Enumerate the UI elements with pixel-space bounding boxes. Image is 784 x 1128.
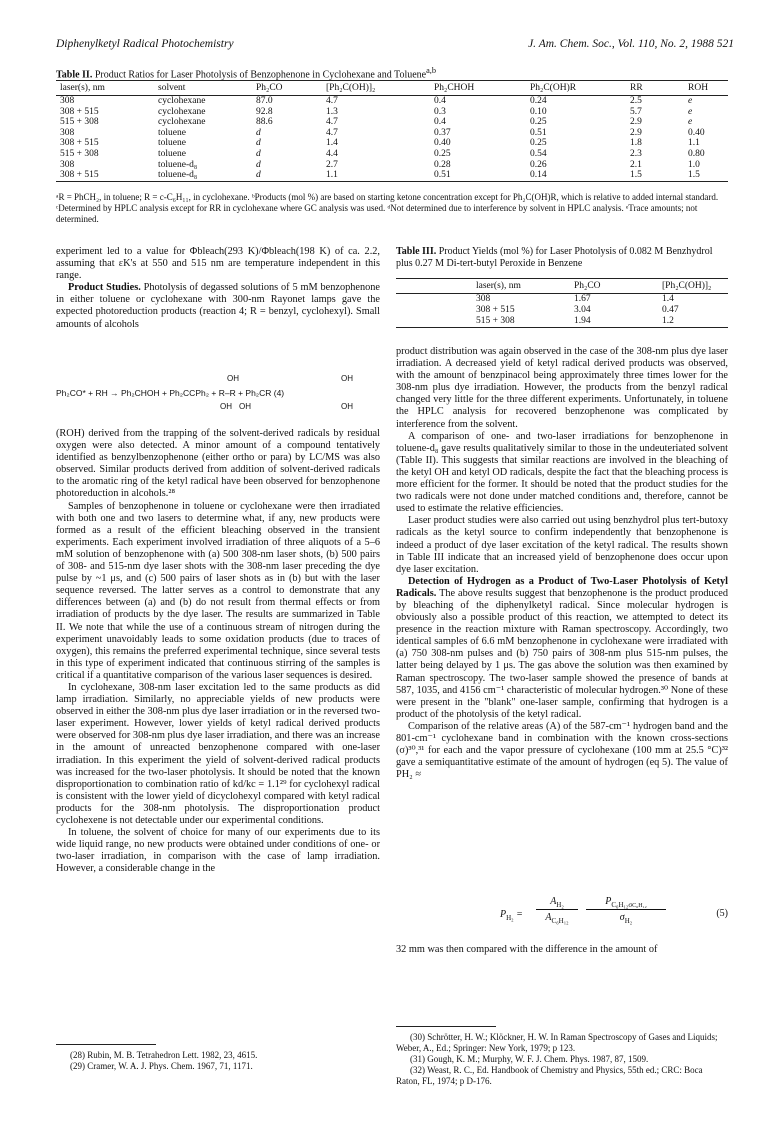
table-cell: 0.28 [434, 159, 451, 170]
table3-header: [Ph₂C(OH)]₂ [658, 279, 728, 294]
table2-header-row [56, 81, 728, 96]
table-cell: 308 + 515 [60, 106, 99, 117]
table-cell: 4.7 [326, 127, 338, 138]
table-row [56, 117, 728, 128]
table-cell: 2.9 [630, 127, 642, 138]
paragraph [396, 576, 728, 721]
table2-header: solvent [154, 81, 252, 96]
table-row [56, 160, 728, 171]
table-row [56, 138, 728, 149]
table-cell: 0.40 [688, 127, 705, 138]
eq4-oh-label: OH [220, 402, 232, 411]
footnote-rule [396, 1026, 496, 1027]
paragraph: product distribution was again observed in the case of the 308-nm plus dye laser irradiation. A decreased yield of ketyl radical derived products was observed, with the amount of benzpinacol being approximately three times lower for the 308-nm plus dye irradiation. However, the products from the benzyl radical changed very little for the three different experiments. Unfortunately, in toluene the HPLC analysis for recovered benzophenone was complicated by interference from the solvent. [396, 346, 728, 430]
eq5-num2-symbol: P [605, 896, 612, 907]
table-cell: 2.3 [630, 148, 642, 159]
paragraph [56, 282, 380, 330]
table-row [396, 305, 728, 316]
table-cell: 1.5 [684, 170, 728, 181]
eq5-den-sub: C₆H₁₂ [551, 917, 569, 925]
eq5-num2-sub: C₆H₁₂σ [611, 901, 633, 909]
running-header-journal: J. Am. Chem. Soc., Vol. 110, No. 2, 1988 521 [528, 38, 734, 50]
eq5-num2-sub2: C₆H₁₂ [632, 903, 647, 909]
paragraph: In cyclohexane, 308-nm laser excitation led to the same products as did lamp irradiation. Similarly, no appreciable yields of new products were observed in either the 308-nm plus dye laser irradiation or in the reversed two-laser experiment. However, lower yields of ketyl radical derived products were observed for 308-nm plus dye laser irradiation, and there was an increase in the amount of unreacted benzophenone compared with one-laser irradiation. In this experiment the yield of solvent-derived radical products was increased for the two-laser photolysis. It should be noted that the known disproportionation to combination ratio of kd/kc = 1.1²⁹ for cyclohexyl radical is consistent with the lower yield of dicyclohexyl compared with ketyl radical products for the 308-nm photolysis. The disproportionation product cyclohexene is not detectable under our experimental conditions. [56, 681, 380, 826]
left-column-top [56, 246, 380, 331]
equation-5 [396, 896, 728, 938]
table-cell: e [688, 96, 693, 106]
table-cell: 1.1 [688, 138, 700, 149]
table-cell: 2.5 [630, 96, 642, 106]
table-cell: 0.40 [434, 138, 451, 149]
table2-header: Ph₂CO [252, 81, 322, 96]
table3-header: Ph₂CO [570, 279, 658, 294]
table2-caption-text: Product Ratios for Laser Photolysis of Benzophenone in Cyclohexane and Toluene [94, 69, 427, 81]
eq4-oh-label: OH [341, 402, 353, 411]
table-cell: d [256, 148, 261, 159]
table-cell: 0.51 [530, 127, 547, 138]
table-cell: e [688, 117, 693, 128]
table-row [56, 149, 728, 160]
table2-header: ROH [684, 81, 728, 96]
table-cell: cyclohexane [158, 96, 206, 106]
table-cell: 1.0 [688, 159, 700, 170]
table-row [396, 316, 728, 328]
section-heading: Product Studies. [68, 282, 141, 294]
table-cell: 308 + 515 [56, 170, 154, 181]
paragraph: experiment led to a value for Φbleach(293 K)/Φbleach(198 K) of ca. 2.2, assuming that εK's at 550 and 515 nm are temperature independent in this range. [56, 246, 380, 282]
table3-label: Table III. [396, 246, 437, 257]
table-cell: 1.94 [570, 316, 658, 328]
table2-header: RR [626, 81, 684, 96]
table-cell: 308 [476, 294, 491, 304]
table-cell: 1.4 [326, 138, 338, 149]
table-cell: 0.4 [434, 96, 446, 106]
eq4-oh-label: OH [341, 374, 353, 383]
footnote-32: (32) Weast, R. C., Ed. Handbook of Chemistry and Physics, 55th ed.; CRC: Boca Raton, FL, 1974; p D-176. [396, 1065, 703, 1086]
right-column-tail [396, 944, 728, 956]
table-cell: 0.51 [430, 170, 526, 181]
table-cell: 0.14 [526, 170, 626, 181]
eq5-den2-symbol: σ [619, 912, 625, 923]
table2-header: laser(s), nm [56, 81, 154, 96]
eq5-number: (5) [716, 908, 728, 919]
running-header-title: Diphenylketyl Radical Photochemistry [56, 38, 234, 50]
table-cell: 0.80 [688, 148, 705, 159]
right-column-body [396, 346, 728, 781]
running-header [56, 38, 734, 54]
table2-footnote: ᵃR = PhCH₂, in toluene; R = c-C₆H₁₁, in cyclohexane. ᵇProducts (mol %) are based on starting ketone concentration except for Ph₂C(OH)R, which is relative to added internal standard. ᶜDetermined by HPLC analysis except for RR in cyclohexane where GC analysis was used. ᵈNot determined due to interference by solvent in HPLC analysis. ᵉTrace amounts; not determined. [56, 192, 719, 224]
table-cell: 308 [60, 159, 75, 170]
table-cell: 87.0 [256, 96, 273, 106]
table-cell: 0.25 [530, 138, 547, 149]
eq5-lhs: $P_{H_2}$ = [500, 909, 523, 922]
paragraph: In toluene, the solvent of choice for many of our experiments due to its wide liquid range, no new products were obtained under conditions of one- or two-laser irradiation, in comparison with the case of lamp irradiation. However, a considerable change in the [56, 827, 380, 875]
table-cell: 0.37 [434, 127, 451, 138]
table-cell: 0.25 [434, 148, 451, 159]
table-cell: 2.9 [630, 117, 642, 128]
table2-header: Ph₂CHOH [430, 81, 526, 96]
table-cell: toluene [158, 127, 186, 138]
table-cell: toluene-d₈ [154, 170, 252, 181]
table2-caption [56, 66, 436, 80]
table-cell: 0.10 [530, 106, 547, 117]
eq5-den-symbol: A [545, 912, 552, 923]
table-cell: 308 [60, 96, 75, 106]
table-cell: 4.7 [326, 96, 338, 106]
table-cell: toluene-d₈ [158, 159, 198, 170]
table3 [396, 278, 728, 328]
table2-caption-sup: a,b [426, 66, 437, 75]
table-cell: cyclohexane [158, 106, 206, 117]
eq5-num-sub: H₂ [556, 901, 564, 909]
eq4-oh-label: OH [239, 402, 251, 411]
table-row [56, 96, 728, 107]
table-cell: 88.6 [256, 117, 273, 128]
eq5-numerator-2 [586, 896, 666, 910]
eq5-numerator [536, 896, 578, 910]
table-cell: 1.67 [574, 294, 591, 304]
left-column-body [56, 428, 380, 875]
table3-header-row [396, 279, 728, 294]
eq5-denominator [536, 912, 578, 925]
table-cell: d [256, 138, 261, 149]
table3-header: laser(s), nm [396, 279, 570, 294]
table-cell: 1.5 [626, 170, 684, 181]
table2-label: Table II. [56, 69, 93, 81]
table-cell: 515 + 308 [60, 148, 99, 159]
table-cell: 1.2 [658, 316, 728, 328]
footnote-30: (30) Schrötter, H. W.; Klöckner, H. W. In Raman Spectroscopy of Gases and Liquids; Weber, A., Ed.; Springer: New York, 1979; p 123. [396, 1032, 718, 1053]
table-row [396, 294, 728, 306]
table-cell: e [688, 106, 693, 117]
table3-caption [396, 246, 728, 270]
table-cell: 515 + 308 [60, 117, 99, 128]
table-cell: 1.3 [326, 106, 338, 117]
table-cell: cyclohexane [158, 117, 206, 128]
paragraph: (ROH) derived from the trapping of the solvent-derived radicals by residual oxygen were also detected. A minor amount of a compound tentatively identified as benzylbenzophenone (either ortho or para) by LC/MS was also observed. Similar products derived from addition of solvent-derived radicals to the aromatic ring of the ketyl radical have been observed for benzophenone photoreduction in alcohols.²⁸ [56, 428, 380, 500]
table-cell: 4.4 [326, 148, 338, 159]
table-cell: toluene [158, 138, 186, 149]
paragraph-text: The above results suggest that benzophenone is the product produced by bleaching of the diphenylketyl radical. Since molecular hydrogen is obviously also a possible product of this reaction, we attempted to detect its presence in the reaction mixture with Raman spectroscopy. Accordingly, two identical samples of 6.6 mM benzophenone in cyclohexane were irradiated with (a) 750 308-nm pulses and (b) 750 pairs of 308-nm plus 515-nm pulses, the latter being delayed by 1 μs. The gas above the solution was then examined by Raman spectroscopy. The two-laser sample showed the presence of bands at 587, 1035, and 4156 cm⁻¹ characteristic of molecular hydrogen.³⁰ None of these were present in the "blank" one-laser sample, confirming that hydrogen is a product of the photolysis of the ketyl radical. [396, 587, 728, 720]
eq4-oh-label: OH [227, 374, 239, 383]
paragraph: Samples of benzophenone in toluene or cyclohexane were then irradiated with both one and two lasers to determine what, if any, new products were formed as a result of the efficient bleaching observed in the transient experiments. Each experiment involved irradiation of three aliquots of a 5–6 mM solution of benzophenone with (a) 500 308-nm laser shots, (b) 500 pairs of 308- and 515-nm dye laser shots with the 308-nm laser preceding the dye pulse by ~1 μs, and (c) 500 pairs of laser shots as in (b) but with the laser sequence reversed. The latter serves as a control to demonstrate that any differences between (a) and (b) do not result from thermal effects or from irradiation of products by the dye laser. The results are summarized in Table II. We note that while the use of a continuous stream of nitrogen during the experiment unavoidably leads to some oxidation products (due to traces of oxygen), this remains the preferred experimental technique, since several tests in this type of experiment indicated that continuous stirring of the samples is critical if a quantitative comparison of the various laser sequences is desired. [56, 500, 380, 681]
table-cell: 1.1 [322, 170, 430, 181]
table-cell: 1.8 [630, 138, 642, 149]
table3-caption-text: Product Yields (mol %) for Laser Photolysis of 0.082 M Benzhydrol plus 0.27 M Di-tert-butyl Peroxide in Benzene [396, 246, 713, 269]
table2 [56, 80, 728, 182]
table-cell: 0.3 [434, 106, 446, 117]
table2-header: [Ph₂C(OH)]₂ [322, 81, 430, 96]
table-cell: 0.26 [530, 159, 547, 170]
table-cell: 308 + 515 [476, 305, 515, 315]
table-cell: 0.54 [530, 148, 547, 159]
paragraph: Laser product studies were also carried out using benzhydrol plus tert-butoxy radicals as the ketyl source to confirm independently that benzophenone is indeed a product of dye laser excitation of the ketyl radical. The results shown in Table III indicate that an increased yield of benzophenone does occur upon dye laser excitation. [396, 515, 728, 575]
table-cell: 515 + 308 [396, 316, 570, 328]
table2-header: Ph₂C(OH)R [526, 81, 626, 96]
eq5-den2-sub: H₂ [624, 917, 633, 925]
table-cell: 5.7 [630, 106, 642, 117]
table-row [56, 107, 728, 118]
eq5-denominator-2 [586, 912, 666, 925]
footnote-31: (31) Gough, K. M.; Murphy, W. F. J. Chem. Phys. 1987, 87, 1509. [410, 1054, 649, 1064]
table-row [56, 170, 728, 181]
paragraph: Comparison of the relative areas (A) of the 587-cm⁻¹ hydrogen band and the 801-cm⁻¹ cyclohexane band in combination with the known cross-sections (σ)³⁰,³¹ for each and the vapor pressure of cyclohexane (100 mm at 25.5 °C)³² gave a semiquantitative estimate of the amount of hydrogen (eq 5). The value of PH₂ ≈ [396, 720, 728, 781]
table-cell: 308 + 515 [60, 138, 99, 149]
eq5-lhs-symbol: P [500, 909, 507, 920]
right-footnotes [396, 1032, 728, 1087]
left-footnotes [56, 1050, 380, 1072]
table-cell: d [256, 127, 261, 138]
table-row [56, 128, 728, 139]
table-cell: 308 [60, 127, 75, 138]
table-cell: 1.4 [662, 294, 674, 304]
table-cell: 0.24 [530, 96, 547, 106]
equation-4 [56, 370, 380, 422]
eq4-line: Ph₂CO* + RH → Ph₂CHOH + Ph₂CCPh₂ + R–R + Ph₂CR (4) [56, 388, 285, 398]
footnote-28: (28) Rubin, M. B. Tetrahedron Lett. 1982, 23, 4615. [70, 1050, 258, 1060]
paragraph-text: Photolysis of degassed solutions of 5 mM benzophenone in either toluene or cyclohexane with 300-nm Rayonet lamps gave the expected photoreduction products (reaction 4; R = benzyl, cyclohexyl). Small amounts of alcohols [56, 282, 380, 330]
paragraph: A comparison of one- and two-laser irradiations for benzophenone in toluene-d₈ gave results qualitatively similar to those in the undeuteriated solvent (Table II). This suggests that similar reactions are involved in the bleaching of the ketyl OH and ketyl OD radicals, despite the fact that the bleaching process is more efficient for the former. It should be noted that the product studies for the two radicals were not done under matched conditions and, therefore, cannot be used to estimate the relative efficiencies. [396, 430, 728, 515]
table-cell: d [256, 159, 261, 170]
eq5-lhs-sub: H₂ [506, 914, 514, 922]
table-cell: 0.4 [434, 117, 446, 128]
table-cell: 3.04 [574, 305, 591, 315]
footnote-rule [56, 1044, 156, 1045]
table-cell: 2.7 [326, 159, 338, 170]
eq5-num-symbol: A [550, 896, 557, 907]
table-cell: d [252, 170, 322, 181]
table-cell: 4.7 [326, 117, 338, 128]
table-cell: 2.1 [630, 159, 642, 170]
table-cell: toluene [158, 148, 186, 159]
section-heading: Detection of Hydrogen as a Product of Two-Laser Photolysis of Ketyl Radicals. [396, 575, 728, 599]
paragraph: 32 mm was then compared with the difference in the amount of [396, 944, 658, 955]
table-cell: 0.47 [662, 305, 679, 315]
table-cell: 92.8 [256, 106, 273, 117]
footnote-29: (29) Cramer, W. A. J. Phys. Chem. 1967, 71, 1171. [70, 1061, 253, 1071]
table-cell: 0.25 [530, 117, 547, 128]
